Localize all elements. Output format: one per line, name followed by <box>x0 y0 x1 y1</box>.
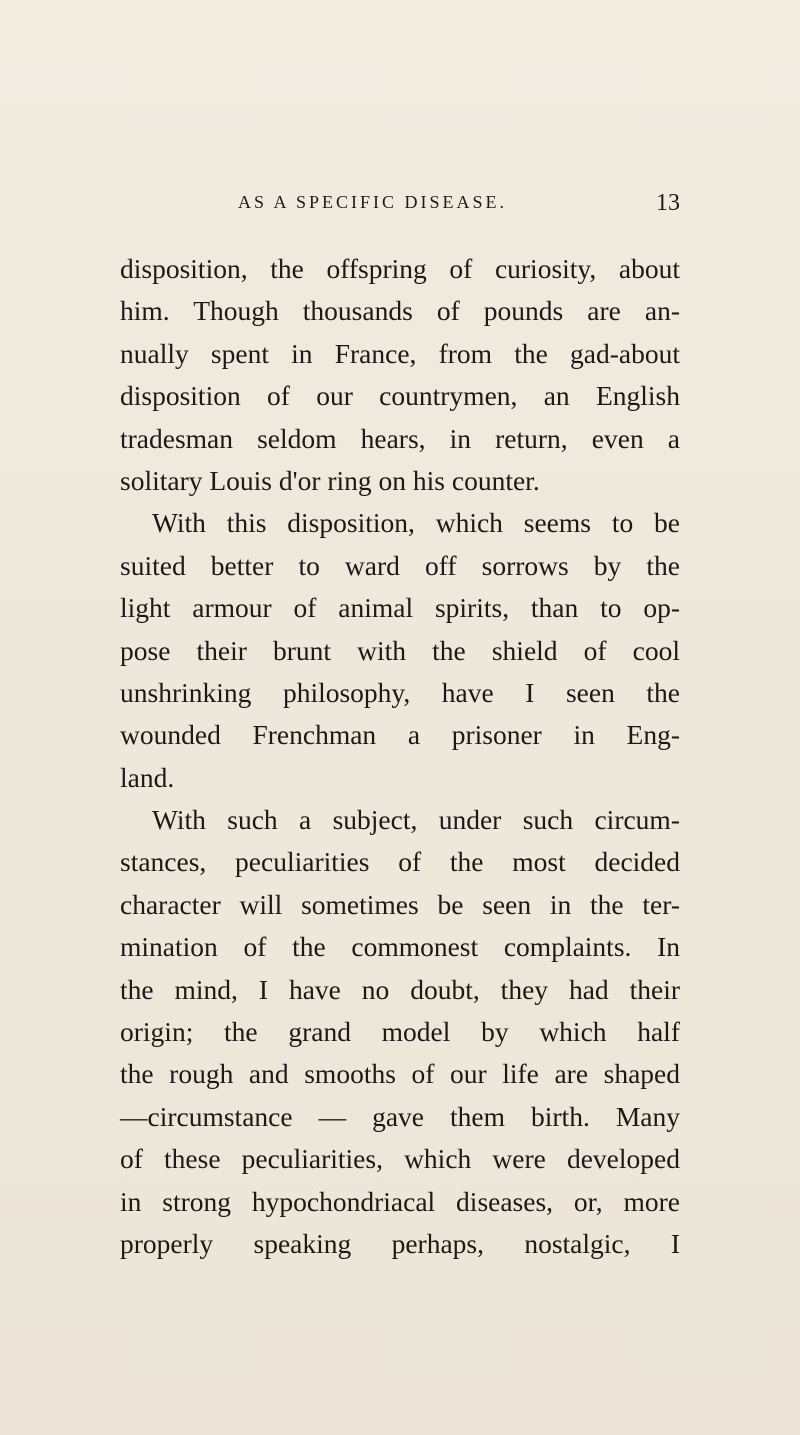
page-number: 13 <box>656 190 680 216</box>
text-line: light armour of animal spirits, than to op- <box>120 592 680 624</box>
text-line: disposition, the offspring of curiosity, about <box>120 253 680 284</box>
text-line: origin; the grand model by which half <box>120 1016 680 1048</box>
running-head <box>120 190 680 230</box>
text-line: stances, peculiarities of the most decided <box>120 846 680 878</box>
text-line: the mind, I have no doubt, they had their <box>120 973 680 1005</box>
text-line: nually spent in France, from the gad-about <box>120 337 680 369</box>
text-line: character will sometimes be seen in the ter- <box>120 888 680 920</box>
text-line: pose their brunt with the shield of cool <box>120 634 680 666</box>
running-title: AS A SPECIFIC DISEASE. <box>238 192 508 212</box>
text-line: With such a subject, under such circum- <box>152 804 680 836</box>
text-line: of these peculiarities, which were developed <box>120 1143 680 1175</box>
text-line: disposition of our countrymen, an English <box>120 380 680 412</box>
text-line: suited better to ward off sorrows by the <box>120 549 680 581</box>
text-line: properly speaking perhaps, nostalgic, I <box>120 1227 680 1259</box>
text-line: wounded Frenchman a prisoner in Eng- <box>120 719 680 751</box>
text-line: With this disposition, which seems to be <box>152 507 680 539</box>
text-line: him. Though thousands of pounds are an- <box>120 295 680 327</box>
text-line: land. <box>120 761 175 793</box>
text-line: tradesman seldom hears, in return, even a <box>120 422 680 454</box>
text-line: the rough and smooths of our life are shaped <box>120 1058 680 1090</box>
text-line: mination of the commonest complaints. In <box>120 931 680 963</box>
body-text <box>120 248 680 1265</box>
text-line: —circumstance — gave them birth. Many <box>120 1100 680 1132</box>
text-line: solitary Louis d'or ring on his counter. <box>120 464 540 496</box>
text-line: unshrinking philosophy, have I seen the <box>120 676 680 708</box>
text-line: in strong hypochondriacal diseases, or, more <box>120 1185 680 1217</box>
